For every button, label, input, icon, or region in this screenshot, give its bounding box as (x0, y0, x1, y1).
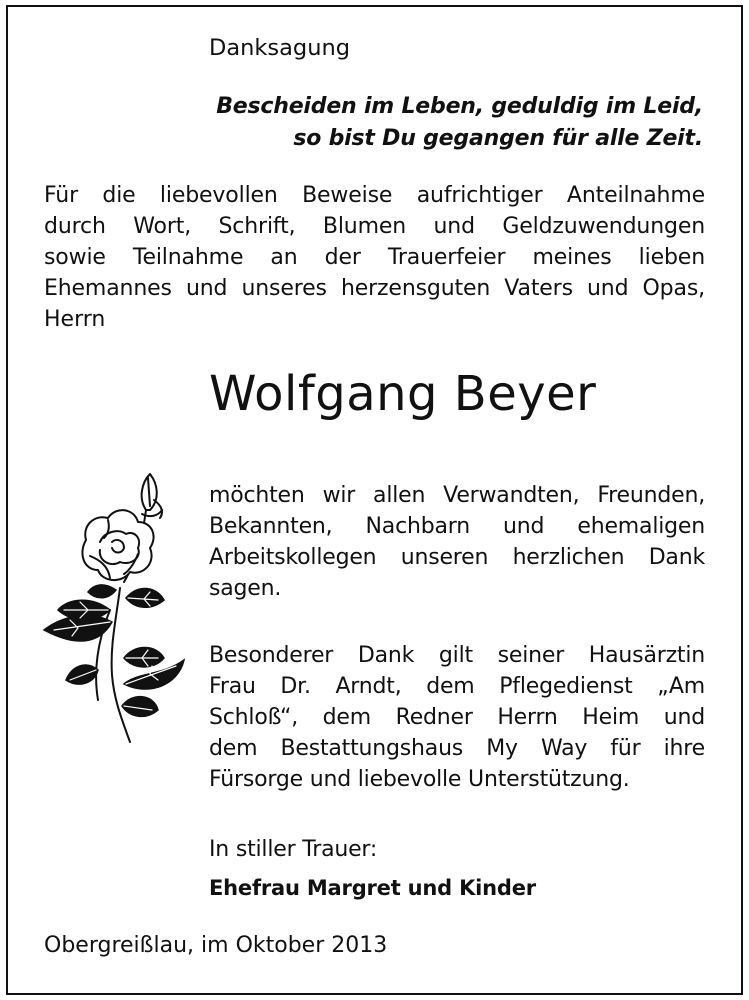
family-signature: Ehefrau Margret und Kinder (209, 876, 536, 900)
thanks-line-3: Arbeitskollegen unseren herzlichen Dank (209, 545, 705, 570)
place-date: Obergreißlau, im Oktober 2013 (44, 933, 388, 958)
special-thanks-line-4: dem Bestattungshaus My Way für ihre (209, 736, 705, 761)
intro-line-1: Für die liebevollen Beweise aufrichtiger Anteilnahme (44, 183, 705, 208)
intro-line-4: Ehemannes und unseres herzensguten Vaters und Opas, (44, 276, 705, 301)
mourning-label: In stiller Trauer: (209, 837, 378, 862)
intro-line-3: sowie Teilnahme an der Trauerfeier meines lieben (44, 245, 705, 270)
thanks-line-1: möchten wir allen Verwandten, Freunden, (209, 483, 705, 508)
rose-icon (38, 470, 188, 745)
motto-line-2: so bist Du gegangen für alle Zeit. (293, 126, 703, 151)
special-thanks-line-5: Fürsorge und liebevolle Unterstützung. (209, 767, 630, 792)
deceased-name: Wolfgang Beyer (209, 366, 597, 422)
motto-line-1: Bescheiden im Leben, geduldig im Leid, (216, 94, 703, 119)
thanks-line-2: Bekannten, Nachbarn und ehemaligen (209, 514, 705, 539)
thanks-line-4: sagen. (209, 576, 282, 601)
special-thanks-line-3: Schloß“, dem Redner Herrn Heim und (209, 705, 705, 730)
special-thanks-line-2: Frau Dr. Arndt, dem Pflegedienst „Am (209, 674, 705, 699)
special-thanks-line-1: Besonderer Dank gilt seiner Hausärztin (209, 643, 705, 668)
intro-line-2: durch Wort, Schrift, Blumen und Geldzuwendungen (44, 214, 705, 239)
intro-line-5: Herrn (44, 307, 106, 332)
heading: Danksagung (209, 35, 350, 61)
